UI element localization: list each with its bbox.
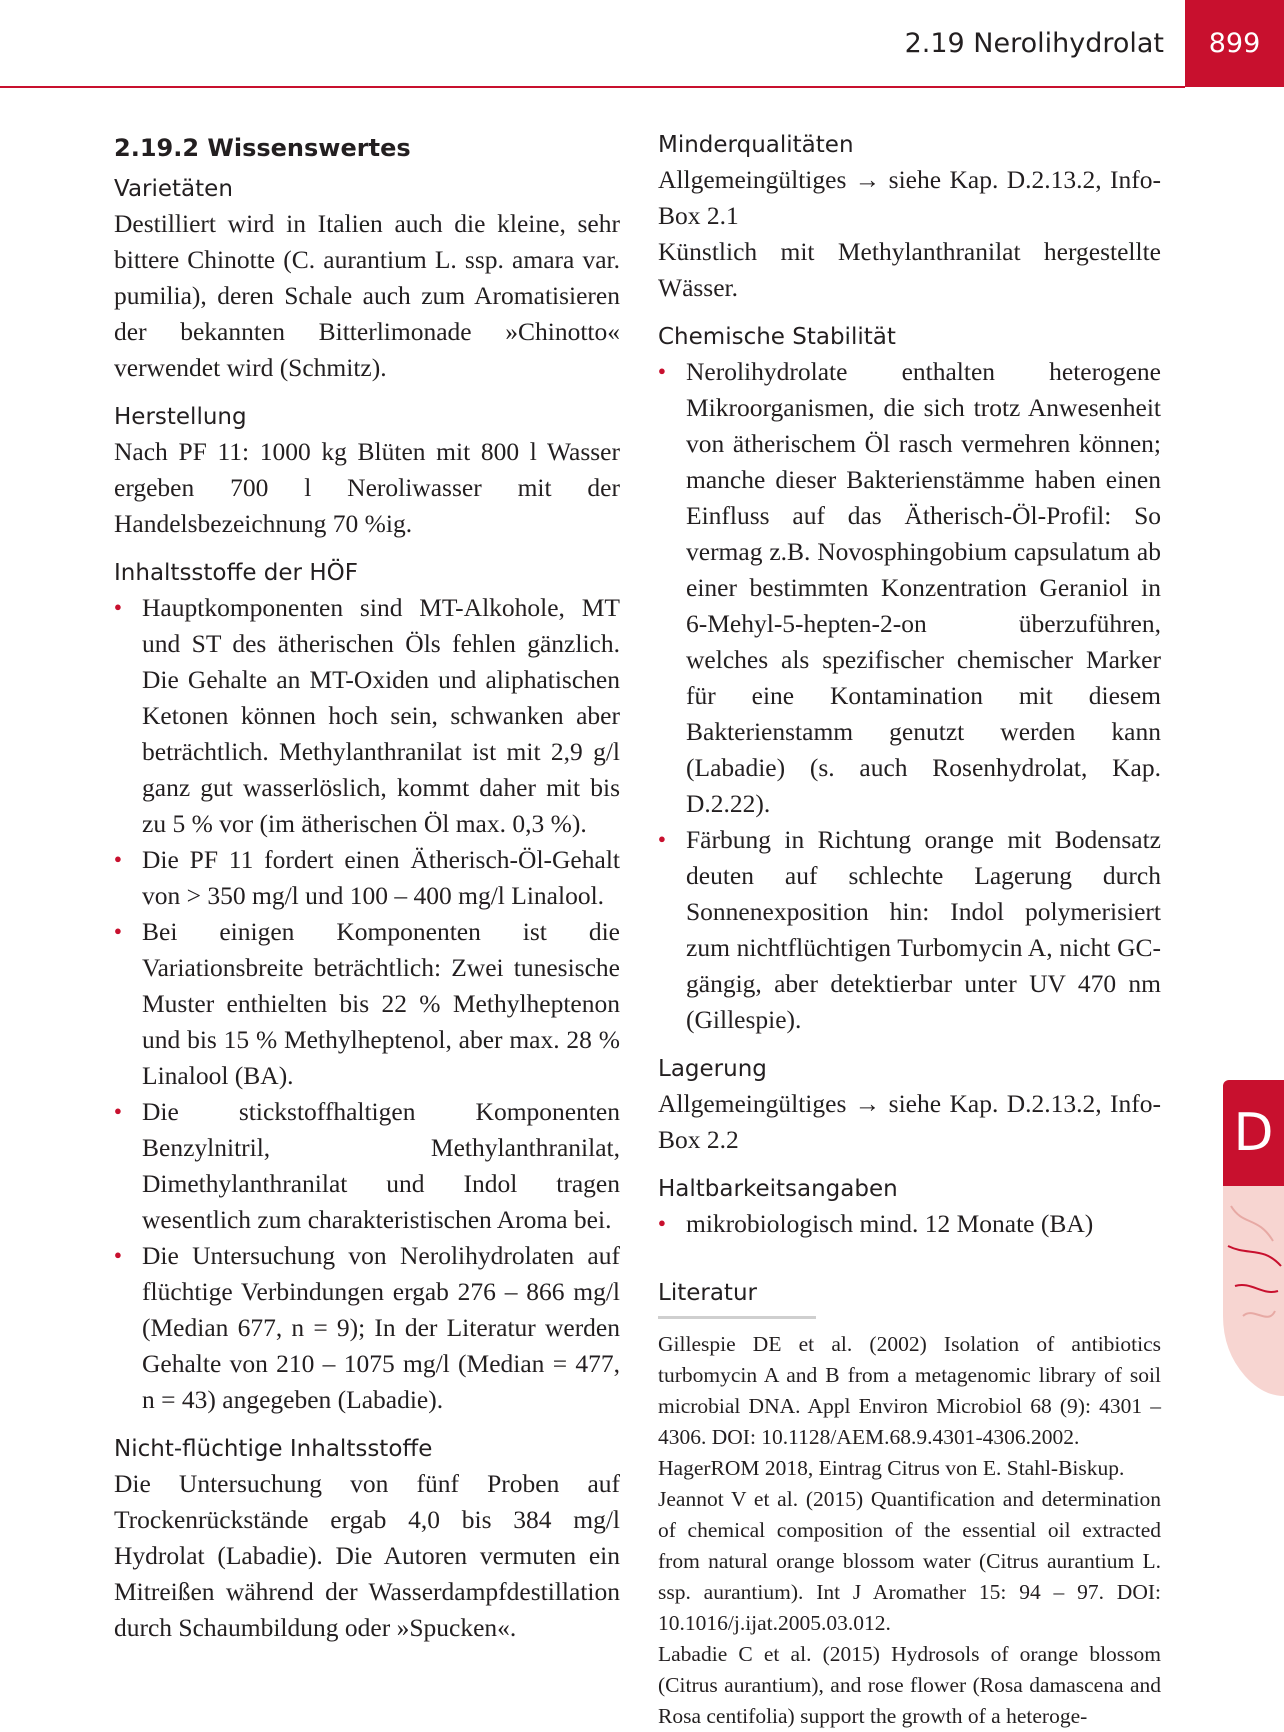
heading-herstellung: Herstellung (114, 404, 247, 430)
list-item: ● Die stickstoffhaltigen Komponenten Benzylnitril, Methylanthranilat, Dimethylanthranilat und Indol tragen wesentlich zum charakteristischen Aroma bei. (114, 1094, 620, 1238)
left-column (114, 128, 620, 1646)
list-item: ● Nerolihydrolate enthalten heterogene Mikroorganismen, die sich trotz Anwesenheit von ätherischem Öl rasch vermehren können; manche dieser Bakterienstämme haben einen Einfluss auf das Ätherisch-Öl-Profil: So vermag z.B. Novosphingobium capsulatum ab einer bestimmten Konzentration Geraniol in 6-Mehyl-5-hepten-2-on überzuführen, welches als spezifischer chemischer Marker für eine Kontamination mit diesem Bakterienstamm genutzt werden kann (Labadie) (s. auch Rosenhydrolat, Kap. D.2.22). (658, 354, 1161, 822)
heading-stabilitaet: Chemische Stabilität (658, 324, 896, 350)
heading-literatur: Literatur (658, 1276, 816, 1319)
running-header-title: 2.19 Nerolihydrolat (904, 28, 1164, 59)
list-item: ● Färbung in Richtung orange mit Bodensatz deuten auf schlechte Lagerung durch Sonnenexposition hin: Indol polymerisiert zum nichtflüchtigen Turbomycin A, nicht GC-gängig, aber detektierbar unter UV 470 nm (Gillespie). (658, 822, 1161, 1038)
reference-list (658, 1329, 1161, 1732)
list-item: ● Die PF 11 fordert einen Ätherisch-Öl-Gehalt von > 350 mg/l und 100 – 400 mg/l Linalool. (114, 842, 620, 914)
right-column (658, 128, 1161, 1732)
text-lagerung: Allgemeingültiges → siehe Kap. D.2.13.2, Info-Box 2.2 (658, 1089, 1161, 1154)
list-haltbarkeit (658, 1206, 1161, 1242)
reference-item: Labadie C et al. (2015) Hydrosols of orange blossom (Citrus aurantium), and rose flower (Rosa damascena and Rosa centifolia) support the growth of a heteroge- (658, 1642, 1161, 1728)
heading-varietaeten: Varietäten (114, 176, 233, 202)
text-minderqualitaeten-2: Künstlich mit Methylanthranilat hergestellte Wässer. (658, 237, 1161, 302)
list-item: ● Die Untersuchung von Nerolihydrolaten auf flüchtige Verbindungen ergab 276 – 866 mg/l (Median 677, n = 9); In der Literatur werden Gehalte von 210 – 1075 mg/l (Median = 477, n = 43) angegeben (Labadie). (114, 1238, 620, 1418)
section-title: 2.19.2 Wissenswertes (114, 134, 411, 162)
list-item: ● Hauptkomponenten sind MT-Alkohole, MT und ST des ätherischen Öls fehlen gänzlich. Die Gehalte an MT-Oxiden und aliphatischen Ketonen können hoch sein, schwanken aber beträchtlich. Methylanthranilat ist mit 2,9 g/l ganz gut wasserlöslich, kommt daher mit bis zu 5 % vor (im ätherischen Öl max. 0,3 %). (114, 590, 620, 842)
text-nichtfluechtig: Die Untersuchung von fünf Proben auf Trockenrückstände ergab 4,0 bis 384 mg/l Hydrolat (Labadie). Die Autoren vermuten ein Mitreißen während der Wasserdampfdestillation durch Schaumbildung oder »Spucken«. (114, 1469, 620, 1642)
text-herstellung: Nach PF 11: 1000 kg Blüten mit 800 l Wasser ergeben 700 l Neroliwasser mit der Handelsbezeichnung 70 %ig. (114, 437, 620, 538)
list-item: ● mikrobiologisch mind. 12 Monate (BA) (658, 1206, 1161, 1242)
reference-item: Jeannot V et al. (2015) Quantification and determination of chemical composition of the essential oil extracted from natural orange blossom water (Citrus aurantium L. ssp. aurantium). Int J Aromather 15: 94 – 97. DOI: 10.1016/j.ijat.2005.03.012. (658, 1487, 1161, 1635)
reference-item: Gillespie DE et al. (2002) Isolation of antibiotics turbomycin A and B from a metagenomic library of soil microbial DNA. Appl Environ Microbiol 68 (9): 4301 – 4306. DOI: 10.1128/AEM.68.9.4301-4306.2002. (658, 1332, 1161, 1449)
heading-haltbarkeit: Haltbarkeitsangaben (658, 1176, 898, 1202)
reference-item: HagerROM 2018, Eintrag Citrus von E. Stahl-Biskup. (658, 1456, 1125, 1480)
chapter-thumb-tab: D (1223, 1080, 1284, 1186)
list-inhaltsstoffe (114, 590, 620, 1418)
text-varietaeten: Destilliert wird in Italien auch die kleine, sehr bittere Chinotte (C. aurantium L. ssp. amara var. pumilia), deren Schale auch zum Aromatisieren der bekannten Bitterlimonade »Chinotto« verwendet wird (Schmitz). (114, 209, 620, 382)
header-rule (0, 86, 1185, 88)
heading-nichtfluechtig: Nicht-flüchtige Inhaltsstoffe (114, 1436, 433, 1462)
heading-inhaltsstoffe: Inhaltsstoffe der HÖF (114, 560, 358, 586)
list-stabilitaet (658, 354, 1161, 1038)
thumb-tab-decoration (1223, 1186, 1284, 1396)
list-item: ● Bei einigen Komponenten ist die Variationsbreite beträchtlich: Zwei tunesische Muster enthielten bis 22 % Methylheptenon und bis 15 % Methylheptenol, aber max. 28 % Linalool (BA). (114, 914, 620, 1094)
page-number: 899 (1185, 0, 1284, 87)
heading-minderqualitaeten: Minderqualitäten (658, 132, 854, 158)
text-minderqualitaeten-1: Allgemeingültiges → siehe Kap. D.2.13.2, Info-Box 2.1 (658, 165, 1161, 230)
heading-lagerung: Lagerung (658, 1056, 767, 1082)
